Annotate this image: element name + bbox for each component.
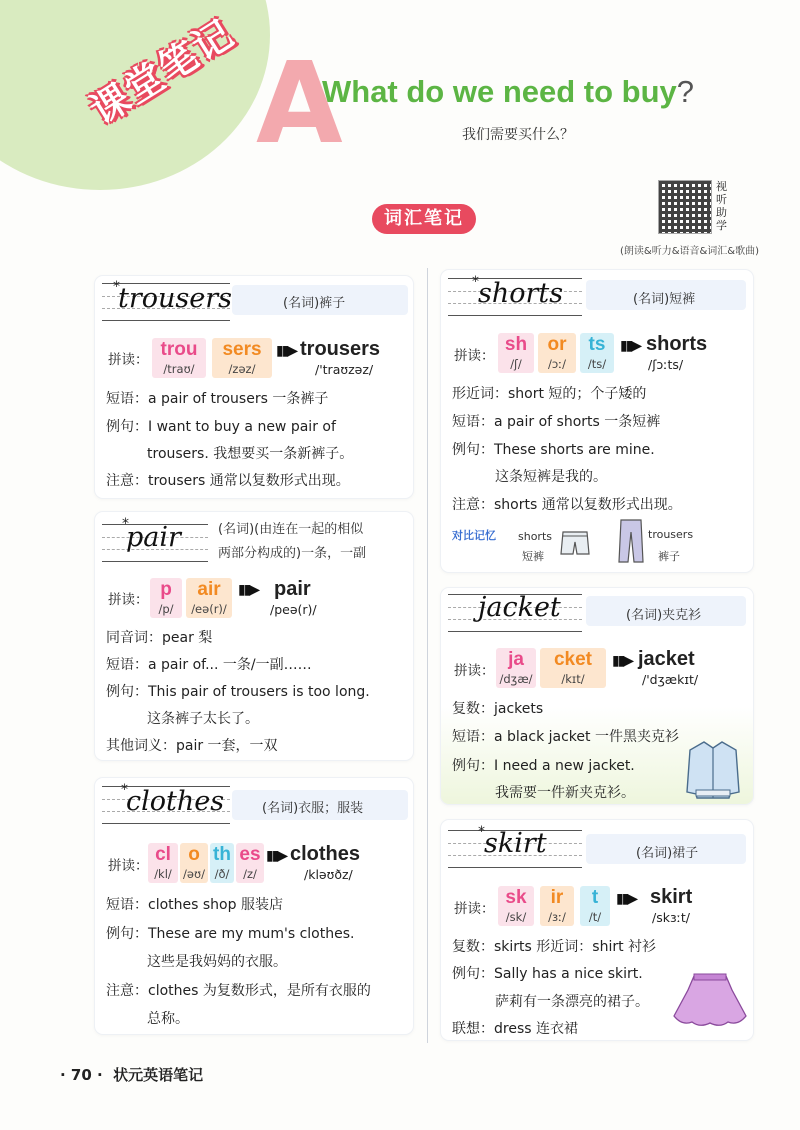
part-of-speech: (名词)裤子 [283,296,346,311]
arrow-icon: ▮▮▶ [276,343,297,359]
arrow-icon: ▮▮▶ [238,582,259,598]
unit-title-mark: ? [676,74,695,109]
compare-word: trousers [648,528,694,541]
syllable-text: sk [505,887,527,908]
syllable-ipa: /dʒæ/ [499,672,533,686]
note-line: 联想：dress 连衣裙 [452,1021,578,1037]
note-line: trousers. 我想要买一条新裤子。 [147,446,354,462]
syllable [180,843,208,883]
note-line: 短语：a black jacket 一件黑夹克衫 [452,729,679,745]
note-line: 我需要一件新夹克衫。 [495,785,635,801]
spell-label: 拼读： [454,663,495,679]
unit-title [322,74,694,110]
syllable [212,338,272,378]
qr-side-char: 听 [716,193,727,206]
syllable [540,648,606,688]
arrow-icon: ▮▮▶ [612,653,633,669]
spell-label: 拼读： [108,592,149,608]
syllable [498,333,534,373]
full-word: pair [274,578,311,600]
headword: jacket [478,592,561,623]
syllable [186,578,232,618]
syllable [540,886,574,926]
spell-label: 拼读： [454,901,495,917]
note-line: 例句：I want to buy a new pair of [106,419,336,435]
syllable-text: es [239,844,261,865]
syllable-ipa: /traʊ/ [163,362,195,376]
syllable-text: sh [504,334,528,355]
spell-label: 拼读： [108,352,149,368]
note-line: 萨莉有一条漂亮的裙子。 [495,994,649,1010]
syllable [496,648,536,688]
note-line: 短语：a pair of... 一条/一副…… [106,657,312,673]
headword: skirt [484,828,547,859]
note-line: 短语：a pair of shorts 一条短裤 [452,414,661,430]
qr-note: (朗读&听力&语音&词汇&歌曲) [620,246,759,257]
full-word: trousers [300,338,381,360]
syllable [148,843,178,883]
note-line: 总称。 [147,1011,189,1027]
syllable-ipa: /kɪt/ [561,672,585,686]
compare-word-cn: 裤子 [658,550,680,563]
note-line: 注意：trousers 通常以复数形式出现。 [106,473,350,489]
part-of-speech: (名词)衣服；服装 [262,801,364,816]
arrow-icon: ▮▮▶ [616,891,637,907]
part-of-speech: (名词)(由连在一起的相似 [218,522,364,537]
full-word: jacket [638,648,695,670]
part-of-speech: (名词)裙子 [636,846,699,861]
star-icon: * [113,279,120,295]
syllable-ipa: /t/ [588,910,602,924]
syllable-ipa: /ts/ [587,357,607,371]
full-word-ipa: /ʃɔːts/ [648,357,684,372]
syllable [236,843,264,883]
note-line: 注意：clothes 为复数形式，是所有衣服的 [106,983,371,999]
syllable-text: p [160,579,172,600]
full-word-ipa: /kləʊðz/ [304,867,353,882]
note-line: 同音词：pear 梨 [106,630,213,646]
qr-side-char: 学 [716,219,727,232]
skirt-picture-icon [672,972,748,1030]
syllable-text: air [197,579,221,600]
syllable-text: th [213,844,231,865]
trousers-picture-icon [618,518,644,564]
note-line: 例句：Sally has a nice skirt. [452,966,643,982]
part-of-speech: (名词)夹克衫 [626,608,702,623]
headword: trousers [118,283,232,314]
syllable-text: t [591,887,599,908]
vocab-badge: 词汇笔记 [372,204,476,234]
jacket-picture-icon [686,738,740,800]
page-number: · 70 · [60,1066,103,1084]
syllable-text: ts [588,334,606,355]
qr-side-char: 助 [716,206,727,219]
syllable [152,338,206,378]
compare-word: shorts [518,530,552,543]
note-line: 例句：I need a new jacket. [452,758,635,774]
full-word-ipa: /skɜːt/ [652,910,690,925]
headword: shorts [478,278,564,309]
qr-code-icon[interactable] [658,180,712,234]
note-line: 这条裤子太长了。 [147,711,259,727]
arrow-icon: ▮▮▶ [266,848,287,864]
syllable [210,843,234,883]
syllable-text: ja [508,649,524,670]
unit-subtitle: 我们需要买什么？ [462,127,574,143]
note-line: 这些是我妈妈的衣服。 [147,954,287,970]
syllable-text: o [188,844,200,865]
star-icon: * [472,274,479,290]
syllable-text: or [547,334,567,355]
compare-label: 对比记忆 [452,529,496,542]
star-icon: * [121,782,128,798]
column-divider [427,268,428,1043]
syllable-ipa: /ʃ/ [510,357,522,371]
note-line: 这条短裤是我的。 [495,469,607,485]
syllable [580,333,614,373]
syllable-ipa: /ɜː/ [548,910,566,924]
note-line: 复数：skirts 形近词：shirt 衬衫 [452,939,657,955]
note-line: 其他词义：pair 一套，一双 [106,738,278,754]
part-of-speech: (名词)短裤 [633,292,696,307]
syllable-text: trou [160,339,198,360]
note-line: 短语：a pair of trousers 一条裤子 [106,391,329,407]
note-line: 复数：jackets [452,701,544,717]
syllable [498,886,534,926]
syllable-ipa: /kl/ [154,867,172,881]
star-icon: * [122,516,129,532]
star-icon: * [478,824,485,840]
unit-letter: A [256,39,343,169]
unit-title-text: What do we need to buy [322,74,677,109]
note-line: 例句：These are my mum's clothes. [106,926,355,942]
syllable-ipa: /z/ [243,867,257,881]
syllable-ipa: /ð/ [214,867,230,881]
note-line: 短语：clothes shop 服装店 [106,897,283,913]
syllable [150,578,182,618]
syllable [538,333,576,373]
spell-label: 拼读： [108,858,149,874]
full-word-ipa: /'traʊzəz/ [315,362,374,377]
syllable-ipa: /ɔː/ [548,357,566,371]
full-word-ipa: /peə(r)/ [270,602,317,617]
syllable-text: cl [155,844,171,865]
compare-word-cn: 短裤 [522,550,544,563]
full-word: skirt [650,886,693,908]
book-name: 状元英语笔记 [113,1066,204,1084]
qr-side-label [716,180,728,232]
syllable-ipa: /p/ [158,602,174,616]
syllable-text: sers [222,339,262,360]
headword: pair [126,522,181,553]
syllable-ipa: /zəz/ [228,362,256,376]
full-word-ipa: /'dʒækɪt/ [642,672,699,687]
syllable-ipa: /eə(r)/ [191,602,227,616]
note-line: 例句：This pair of trousers is too long. [106,684,370,700]
section-badge: 课堂笔记 [82,10,242,133]
arrow-icon: ▮▮▶ [620,338,641,354]
full-word: clothes [290,843,361,865]
syllable-ipa: /sk/ [505,910,527,924]
qr-side-char: 视 [716,180,727,193]
syllable-text: cket [553,649,593,670]
note-line: 例句：These shorts are mine. [452,442,655,458]
syllable-ipa: /əʊ/ [183,867,205,881]
shorts-picture-icon [560,528,590,558]
part-of-speech: 两部分构成的)一条，一副 [218,546,367,561]
full-word: shorts [646,333,708,355]
syllable-text: ir [550,887,564,908]
syllable [580,886,610,926]
headword: clothes [126,786,225,817]
note-line: 注意：shorts 通常以复数形式出现。 [452,497,682,513]
page-footer [60,1064,203,1085]
note-line: 形近词：short 短的；个子矮的 [452,386,647,402]
spell-label: 拼读： [454,348,495,364]
